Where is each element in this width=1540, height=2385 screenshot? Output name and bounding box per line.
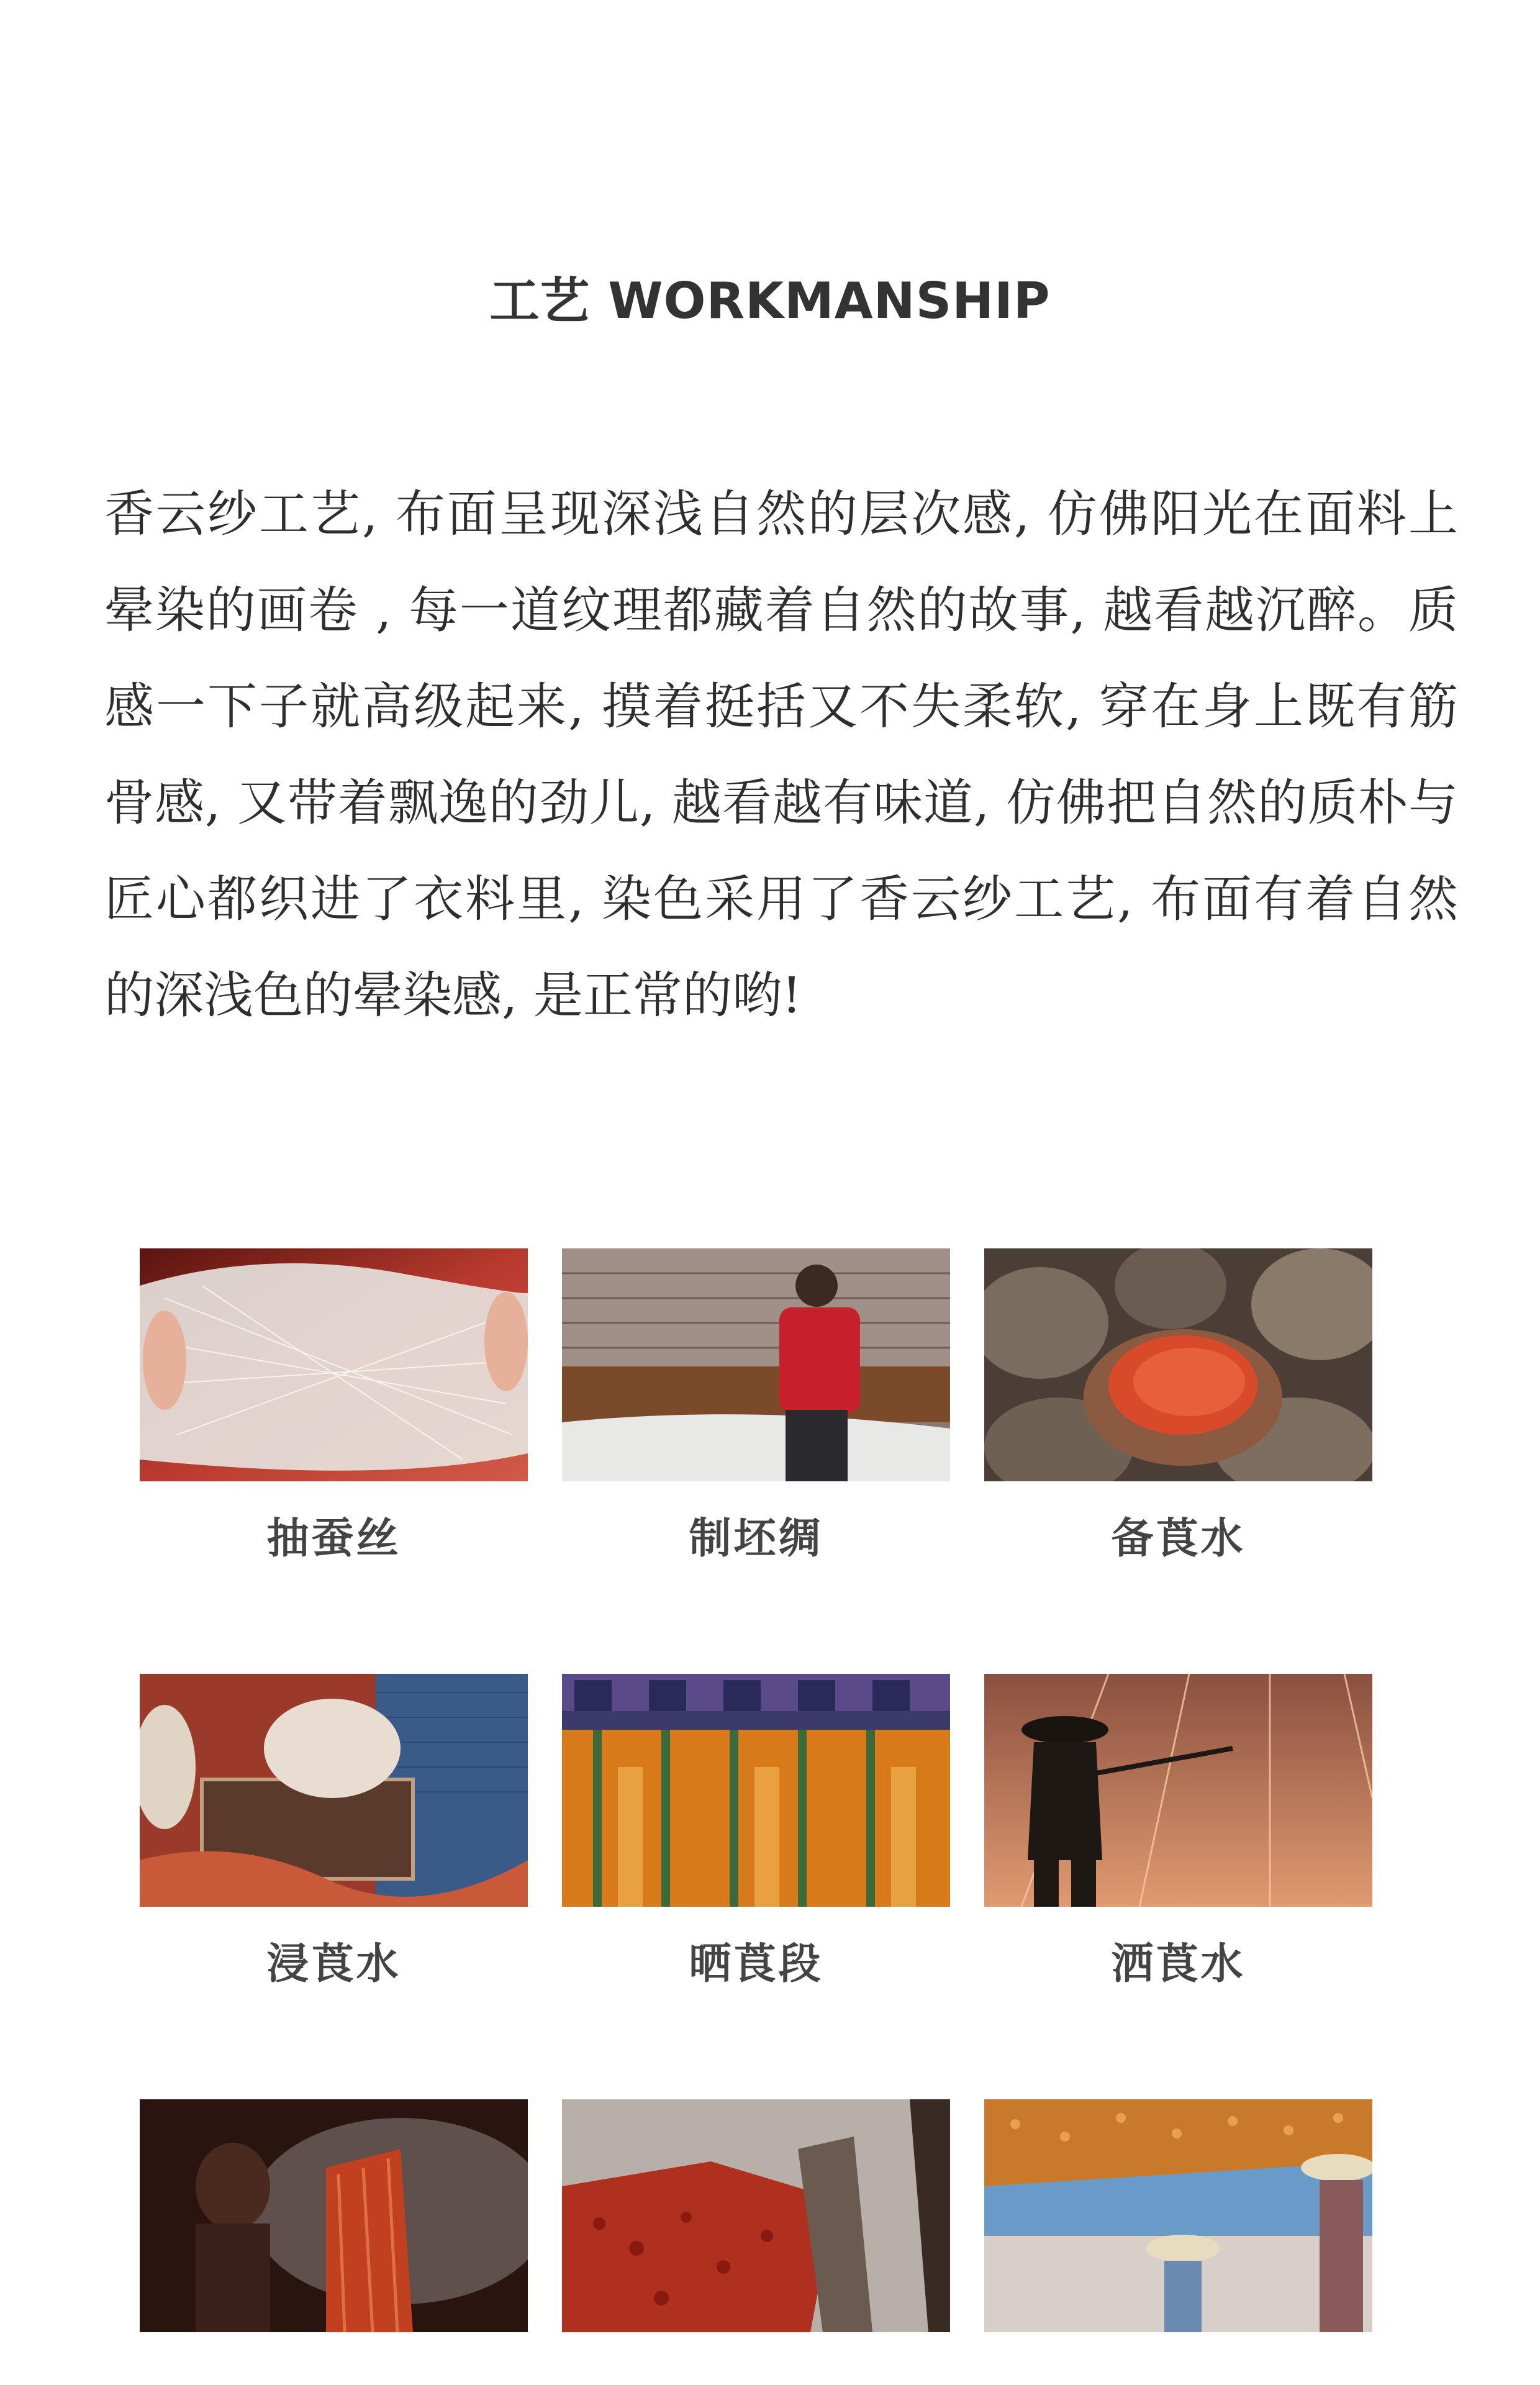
- step-label: 备莨水: [1111, 1514, 1246, 1563]
- sun-drying-photo: [562, 1674, 950, 1907]
- step-card-sun-drying: [562, 1674, 950, 1991]
- step-label: 制坯绸: [689, 1514, 823, 1563]
- step-card-blank-silk: [562, 1248, 950, 1565]
- step-card-yam-juice: [984, 1248, 1372, 1565]
- step-card-soaking: [140, 1674, 528, 1991]
- fabric-raising-photo: [984, 2099, 1372, 2332]
- steaming-photo: [140, 2099, 528, 2332]
- description-paragraph: 香云纱工艺, 布面呈现深浅自然的层次感, 仿佛阳光在面料上晕染的画卷 , 每一道纹理都藏着自然的故事, 越看越沉醉。质感一下子就高级起来, 摸着挺括又不失柔软, 穿在身上既有筋骨感, 又带着飘逸的劲儿, 越看越有味道, 仿佛把自然的质朴与匠心都织进了衣料里, 染色采用了香云纱工艺, 布面有着自然的深浅色的晕染感, 是正常的哟!: [104, 485, 1458, 1024]
- sprinkling-photo: [984, 1674, 1372, 1907]
- silk-reeling-photo: [140, 1248, 528, 1481]
- mud-coating-photo: [562, 2099, 950, 2332]
- step-card-row3-2: [562, 2099, 950, 2356]
- step-card-silk-reeling: [140, 1248, 528, 1565]
- step-card-sprinkling: [984, 1674, 1372, 1991]
- step-label: 洒莨水: [1111, 1939, 1246, 1989]
- page-title: 工艺 WORKMANSHIP: [489, 272, 1051, 330]
- yam-juice-photo: [984, 1248, 1372, 1481]
- step-label: 抽蚕丝: [266, 1514, 401, 1563]
- step-card-row3-1: [140, 2099, 528, 2356]
- step-label: 晒莨段: [689, 1939, 823, 1989]
- step-label: 浸莨水: [266, 1939, 401, 1989]
- soaking-photo: [140, 1674, 528, 1907]
- step-card-row3-3: [984, 2099, 1372, 2356]
- blank-silk-photo: [562, 1248, 950, 1481]
